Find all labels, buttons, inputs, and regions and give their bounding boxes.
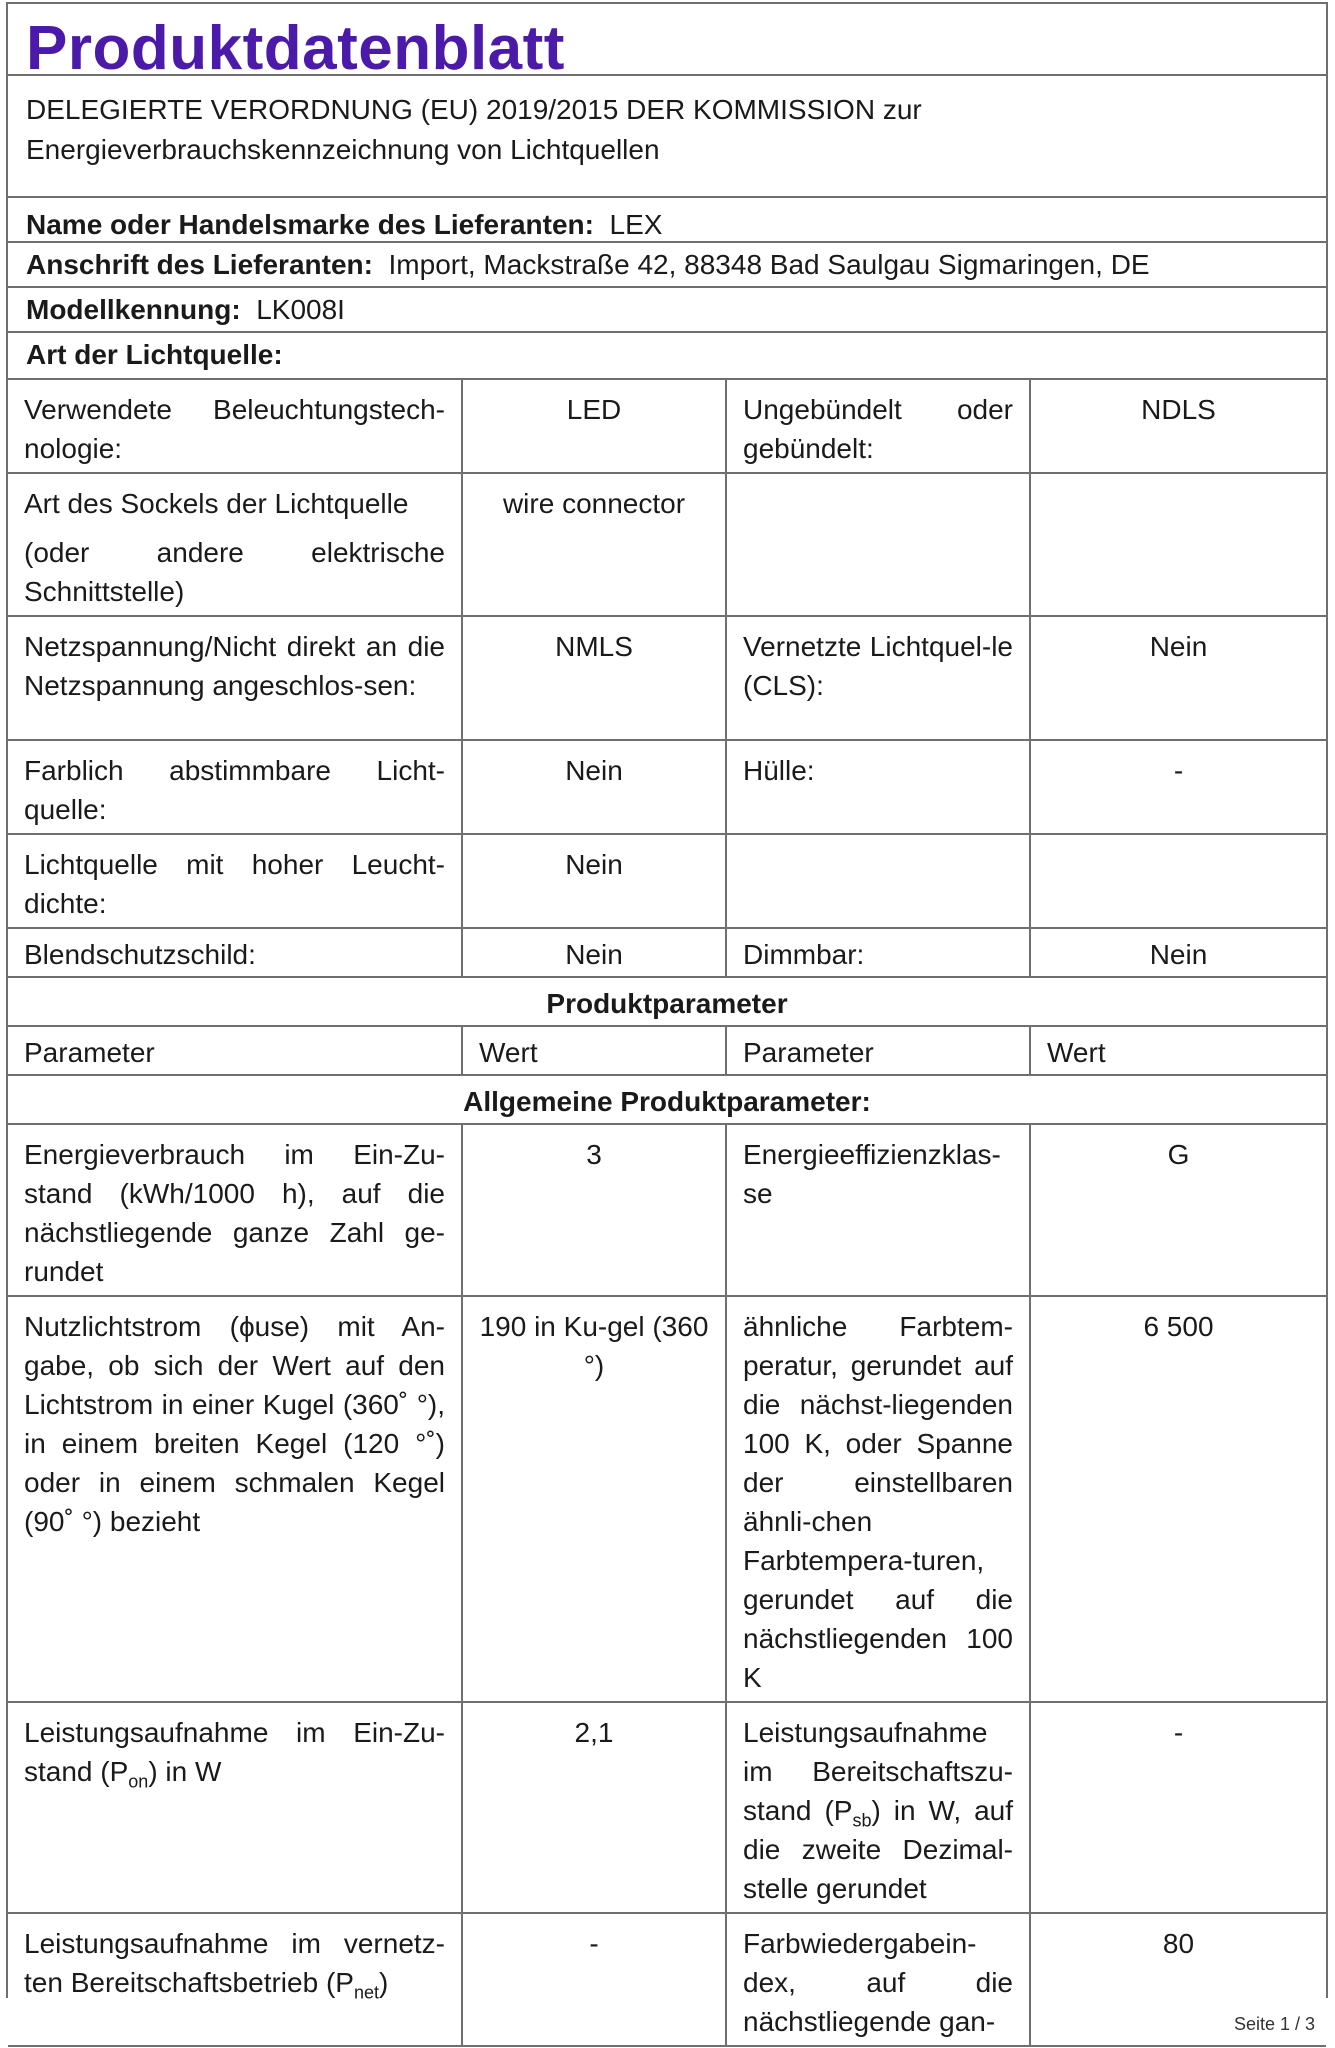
param-cell: Dimmbar: (726, 928, 1030, 977)
model-id-row (8, 288, 1326, 333)
param-cell: Hülle: (726, 740, 1030, 834)
column-header: Wert (462, 1026, 726, 1075)
table-row (8, 616, 1326, 740)
param-cell: Netzspannung/Nicht direkt an die Netzspannung angeschlos-sen: (8, 616, 462, 740)
table-row (8, 1296, 1326, 1702)
subscript: on (128, 1771, 149, 1792)
param-cell (726, 834, 1030, 928)
param-cell: Farbwiedergabein-dex, auf die nächstliegende gan- (726, 1913, 1030, 2046)
column-header: Parameter (8, 1026, 462, 1075)
table-row (8, 1124, 1326, 1296)
table-row (8, 928, 1326, 977)
light-source-table (8, 380, 1326, 2047)
subscript: sb (852, 1810, 872, 1831)
param-cell (726, 473, 1030, 616)
param-text: ) (378, 1967, 389, 1998)
value-cell: Nein (1030, 928, 1326, 977)
section-row (8, 977, 1326, 1026)
param-cell: Ungebündelt oder gebündelt: (726, 380, 1030, 473)
value-cell: 3 (462, 1124, 726, 1296)
value-cell: Nein (462, 740, 726, 834)
column-header-row (8, 1026, 1326, 1075)
value-cell: NMLS (462, 616, 726, 740)
column-header: Parameter (726, 1026, 1030, 1075)
param-cell: Farblich abstimmbare Licht-quelle: (8, 740, 462, 834)
model-id-label: Modellkennung: (26, 294, 241, 325)
value-cell: LED (462, 380, 726, 473)
supplier-name-label: Name oder Handelsmarke des Lieferanten: (26, 209, 594, 240)
table-row (8, 1913, 1326, 2046)
value-cell: 6 500 (1030, 1296, 1326, 1702)
param-cell: Verwendete Beleuchtungstech-nologie: (8, 380, 462, 473)
value-cell: 80 (1030, 1913, 1326, 2046)
param-cell: Lichtquelle mit hoher Leucht-dichte: (8, 834, 462, 928)
param-cell: Nutzlichtstrom (ϕuse) mit An-gabe, ob sich der Wert auf den Lichtstrom in einer Kugel (360˚ °), in einem breiten Kegel (120 °˚) oder in einem schmalen Kegel (90˚ °) bezieht (8, 1296, 462, 1702)
param-text: ) in W (148, 1756, 222, 1787)
table-row (8, 740, 1326, 834)
regulation-text (8, 76, 1326, 188)
light-source-type-label: Art der Lichtquelle: (26, 339, 283, 370)
table-row (8, 834, 1326, 928)
param-cell: ähnliche Farbtem-peratur, gerundet auf die nächst-liegenden 100 K, oder Spanne der einstellbaren ähnli-chen Farbtempera-turen, gerundet auf die nächstliegenden 100 K (726, 1296, 1030, 1702)
value-cell (1030, 473, 1326, 616)
value-cell: Nein (462, 834, 726, 928)
value-cell: 2,1 (462, 1702, 726, 1913)
param-cell (8, 1913, 462, 2046)
section-heading: Produktparameter (8, 977, 1326, 1026)
regulation-line-2: Energieverbrauchskennzeichnung von Lichtquellen (26, 134, 660, 165)
value-cell: wire connector (462, 473, 726, 616)
light-source-type-row (8, 333, 1326, 380)
param-cell (8, 473, 462, 616)
param-cell: Energieeffizienzklas-se (726, 1124, 1030, 1296)
value-cell: G (1030, 1124, 1326, 1296)
page-title: Produktdatenblatt (26, 14, 565, 83)
value-cell: 190 in Ku-gel (360 °) (462, 1296, 726, 1702)
model-id-value: LK008I (256, 294, 345, 325)
param-cell: Energieverbrauch im Ein-Zu-stand (kWh/1000 h), auf die nächstliegende ganze Zahl ge-rundet (8, 1124, 462, 1296)
table-row (8, 1702, 1326, 1913)
param-text: ) in W, auf die zweite Dezimal-stelle gerundet (743, 1795, 1014, 1904)
value-cell: Nein (462, 928, 726, 977)
value-cell (1030, 834, 1326, 928)
supplier-address-value: Import, Mackstraße 42, 88348 Bad Saulgau Sigmaringen, DE (388, 249, 1150, 280)
subscript: net (353, 1982, 379, 2003)
param-text: Leistungsaufnahme im Ein-Zu-stand (P (24, 1717, 445, 1787)
param-cell (726, 1702, 1030, 1913)
param-cell (8, 1702, 462, 1913)
param-line: (oder andere elektrische Schnittstelle) (24, 537, 445, 607)
section-heading: Allgemeine Produktparameter: (8, 1075, 1326, 1124)
param-cell: Vernetzte Lichtquel-le (CLS): (726, 616, 1030, 740)
value-cell: NDLS (1030, 380, 1326, 473)
value-cell: - (1030, 1702, 1326, 1913)
param-text: Leistungsaufnahme im Bereitschaftszu-stand (P (743, 1717, 1013, 1826)
column-header: Wert (1030, 1026, 1326, 1075)
value-cell: Nein (1030, 616, 1326, 740)
value-cell: - (462, 1913, 726, 2046)
regulation-line-1: DELEGIERTE VERORDNUNG (EU) 2019/2015 DER KOMMISSION zur (26, 94, 922, 125)
supplier-name-value: LEX (609, 209, 663, 240)
param-cell: Blendschutzschild: (8, 928, 462, 977)
value-cell: - (1030, 740, 1326, 834)
supplier-address-label: Anschrift des Lieferanten: (26, 249, 373, 280)
regulation-row (8, 76, 1326, 198)
supplier-address-row (8, 243, 1326, 288)
table-row (8, 380, 1326, 473)
param-line: Art des Sockels der Lichtquelle (24, 488, 409, 519)
supplier-name-row (8, 198, 1326, 243)
table-row (8, 473, 1326, 616)
section-row (8, 1075, 1326, 1124)
page-number: Seite 1 / 3 (1233, 2014, 1315, 2034)
param-text: Leistungsaufnahme im vernetz-ten Bereitschaftsbetrieb (P (24, 1928, 445, 1998)
title-row (8, 4, 1326, 83)
